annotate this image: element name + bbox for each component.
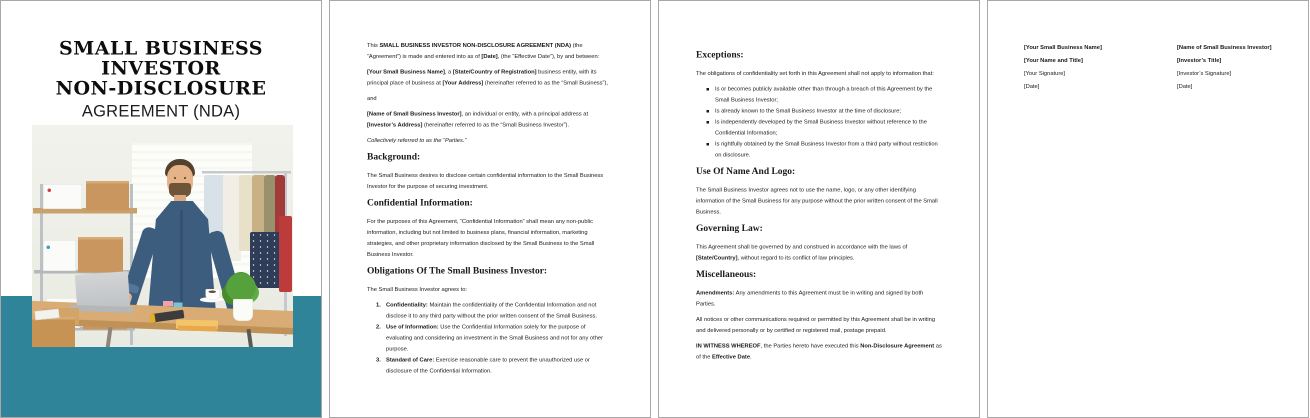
document-subtitle: AGREEMENT (NDA) (81, 101, 241, 120)
box-label (47, 246, 51, 250)
section-heading (696, 49, 942, 61)
text-run: IN WITNESS WHEREOF (696, 343, 761, 349)
title-line-2: INVESTOR (101, 56, 221, 79)
text-run: , a (444, 69, 453, 75)
list-item (367, 355, 613, 377)
plant-pot (233, 299, 253, 321)
text-run: Is already known to the Small Business Investor at the time of disclosure; (715, 108, 902, 114)
signature-field: [Investor’s Title] (1177, 57, 1222, 64)
text-run: This Agreement shall be governed by and construed in accordance with the laws of (696, 244, 908, 250)
text-run: Exceptions: (696, 49, 744, 60)
white-parcel-box (43, 240, 76, 271)
text-run: (hereinafter referred to as the “Small Business Investor”). (422, 122, 570, 128)
paragraph (696, 68, 942, 79)
text-run: , the Parties hereto have executed this (760, 343, 861, 349)
text-run: Non-Disclosure Agreement (860, 343, 935, 349)
text-run: Obligations Of The Small Business Investor: (367, 265, 548, 276)
signature-field: [Your Small Business Name] (1024, 44, 1102, 51)
signature-block-investor (1177, 43, 1309, 418)
man-eyes (174, 177, 176, 179)
text-run: [State/Country of Registration] (452, 69, 537, 75)
text-run: Is independently developed by the Small Business Investor without reference to the Confidential Information; (715, 119, 927, 136)
text-run: Effective Date (711, 354, 751, 360)
text-run: Collectively referred to as the “Parties.” (367, 137, 467, 144)
text-run: Confidentiality: (386, 302, 428, 308)
paragraph (367, 284, 613, 295)
coffee (209, 291, 217, 294)
text-run: [Your Small Business Name] (367, 69, 445, 75)
list-number: 1. (376, 302, 381, 308)
text-run: business entity, with its principal place of business at (367, 69, 597, 86)
paragraph (367, 216, 613, 260)
text-run: (hereinafter referred to as the “Small Business”), (483, 80, 608, 86)
paragraph (696, 314, 942, 336)
text-run: Background: (367, 151, 421, 162)
signature-block-small-business (1024, 43, 1177, 418)
paragraph (696, 341, 942, 363)
bullet-icon (707, 88, 709, 90)
page-4-content (988, 1, 1309, 418)
text-run: (the “Agreement”) is made and entered into as of (367, 42, 583, 60)
signature-field: [Investor’s Signature] (1177, 70, 1232, 77)
bulleted-list (696, 84, 942, 161)
text-run: Use of Information: (386, 324, 439, 330)
white-parcel-box (43, 184, 82, 209)
title-line-1: SMALL BUSINESS (59, 36, 263, 59)
text-run: Maintain the confidentiality of the Confidential Information and not disclose it to any third party without the prior written consent of the Small Business. (386, 302, 597, 319)
text-run: Is or becomes publicly available other than through a breach of this Agreement by the Small Business Investor; (715, 86, 933, 103)
list-number: 3. (376, 357, 381, 363)
text-run: [Date] (481, 53, 498, 60)
text-run: Confidential Information: (367, 197, 473, 208)
text-run: This (367, 42, 380, 49)
paragraph (367, 109, 613, 131)
numbered-list (367, 300, 613, 377)
text-run: All notices or other communications required or permitted by this Agreement shall be in writing and delivered personally or by certified or registered mail, postage prepaid. (696, 316, 936, 334)
sticky-note (163, 301, 173, 306)
signature-field: [Date] (1024, 83, 1040, 90)
shirt-placket (180, 210, 183, 310)
paragraph (696, 242, 942, 264)
text-run: Is rightfully obtained by the Small Business Investor from a third party without restriction on disclosure. (715, 141, 938, 158)
page-3-content (659, 1, 979, 418)
text-run: [State/Country] (696, 255, 738, 261)
list-item (367, 322, 613, 355)
paragraph (367, 93, 613, 104)
list-item (367, 300, 613, 322)
bullet-icon (707, 121, 709, 123)
list-item (696, 84, 942, 106)
polka-dot-garment (250, 232, 282, 288)
list-item (696, 139, 942, 161)
text-run: , (the “Effective Date”), by and between: (497, 53, 600, 60)
text-run: Any amendments to this Agreement must be in writing and signed by both Parties. (696, 290, 924, 307)
section-heading (696, 223, 942, 235)
text-run: The Small Business desires to disclose certain confidential information to the Small Business Investor for the purpose of securing investment. (367, 172, 604, 190)
red-garment (279, 216, 292, 292)
paragraph (696, 288, 942, 310)
bullet-icon (707, 143, 709, 145)
text-run: The obligations of confidentiality set forth in this Agreement shall not apply to information that: (696, 70, 934, 77)
box-label (48, 189, 52, 193)
text-run: The Small Business Investor agrees not to use the name, logo, or any other identifying information of the Small Business for any purpose without the prior written consent of the Small Business. (696, 187, 938, 215)
page-1-cover[interactable] (0, 0, 322, 418)
signature-field: [Name of Small Business Investor] (1177, 44, 1272, 51)
page-2-agreement-terms[interactable] (329, 0, 651, 418)
text-run: and (367, 95, 377, 102)
text-run: . (750, 354, 752, 360)
text-run: [Your Address] (442, 80, 484, 86)
document-title (1, 38, 321, 98)
text-run: , an individual or entity, with a principal address at (461, 111, 589, 117)
page-3-exceptions-law[interactable] (658, 0, 980, 418)
paragraph (367, 40, 613, 62)
paragraph (367, 135, 613, 146)
list-number: 2. (376, 324, 381, 330)
signature-field: [Date] (1177, 83, 1193, 90)
potted-plant (226, 273, 256, 302)
cardboard-box (78, 237, 123, 273)
text-run: Amendments: (696, 290, 735, 296)
bullet-icon (707, 110, 709, 112)
paragraph (696, 185, 942, 218)
text-run: For the purposes of this Agreement, “Confidential Information” shall mean any non-public information, including but not limited to business plans, financial information, marketing strategies, and other proprietary information disclosed by the Small Business to the Small Business Investor. (367, 218, 595, 258)
list-item (696, 117, 942, 139)
page-2-content (330, 1, 650, 418)
section-heading (367, 197, 613, 209)
signature-field: [Your Signature] (1024, 70, 1066, 77)
section-heading (367, 265, 613, 277)
text-run: Use Of Name And Logo: (696, 166, 796, 177)
paragraph (367, 170, 613, 192)
orange-folder (178, 326, 217, 332)
sticky-note (174, 303, 183, 308)
floor-cardboard-box (32, 317, 75, 347)
section-heading (696, 269, 942, 281)
text-run: , without regard to its conflict of law principles. (737, 255, 855, 261)
paragraph (367, 67, 613, 89)
section-heading (367, 151, 613, 163)
section-heading (696, 166, 942, 178)
cardboard-box (86, 181, 129, 211)
title-line-3: NON-DISCLOSURE (55, 76, 267, 99)
text-run: as of the (696, 343, 942, 360)
cover-photo (32, 125, 293, 347)
list-item (696, 106, 942, 117)
text-run: Use the Confidential Information solely for the purpose of evaluating and considering an investment in the Small Business and not for any other purpose. (386, 324, 604, 352)
signature-field: [Your Name and Title] (1024, 57, 1083, 64)
text-run: [Investor’s Address] (367, 122, 423, 128)
text-run: The Small Business Investor agrees to: (367, 286, 468, 293)
page-4-signatures[interactable] (987, 0, 1309, 418)
text-run: SMALL BUSINESS INVESTOR NON-DISCLOSURE AGREEMENT (NDA) (379, 42, 572, 49)
text-run: Governing Law: (696, 223, 763, 234)
text-run: Miscellaneous: (696, 269, 757, 280)
clothes-rack-rail (202, 171, 291, 174)
text-run: Standard of Care: (386, 357, 435, 363)
text-run: Exercise reasonable care to prevent the unauthorized use or disclosure of the Confidential Information. (386, 357, 590, 374)
text-run: [Name of Small Business Investor] (367, 111, 462, 117)
cover-page-content (1, 1, 321, 417)
